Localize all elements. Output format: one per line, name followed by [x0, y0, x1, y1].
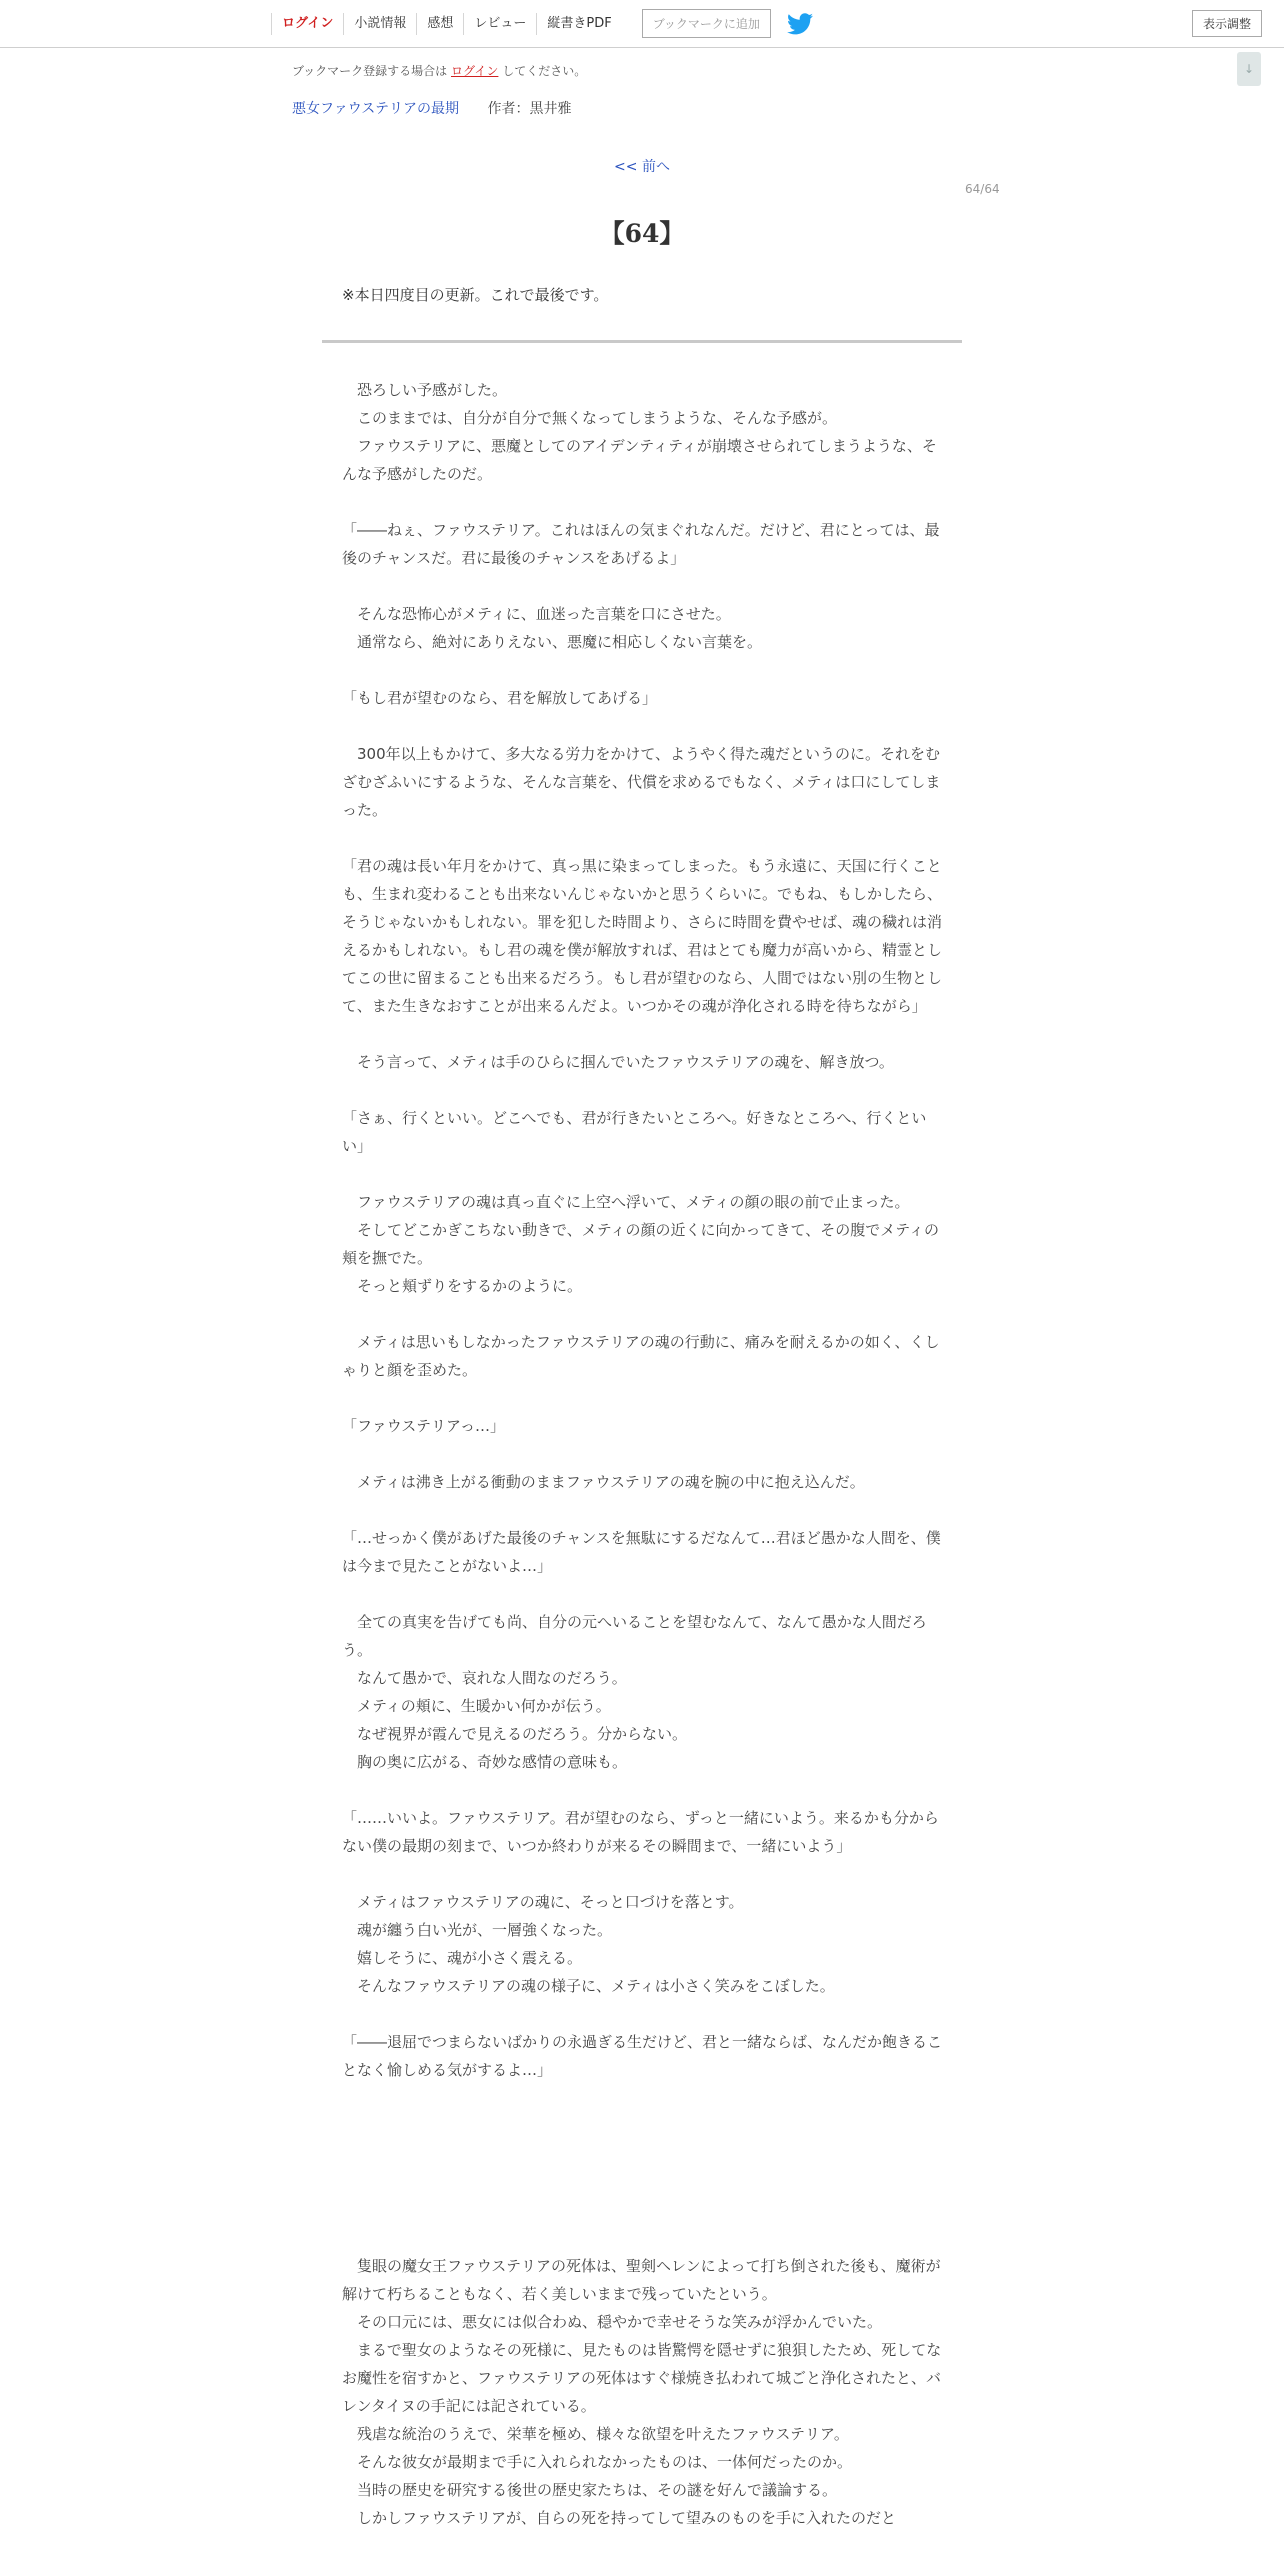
body-paragraph: そしてどこかぎこちない動きで、メティの顔の近くに向かってきて、その腹でメティの頬を撫でた。 [342, 1221, 940, 1267]
add-bookmark-button[interactable]: ブックマークに追加 [642, 9, 771, 38]
body-paragraph [342, 1860, 942, 1888]
body-paragraph: 嬉しそうに、魂が小さく震える。 [342, 1949, 583, 1967]
body-paragraph: 「――退屈でつまらないばかりの永過ぎる生だけど、君と一緒ならば、なんだか飽きることなく愉しめる気がするよ…」 [342, 2033, 943, 2079]
body-paragraph [342, 1776, 942, 1804]
body-paragraph: メティの頬に、生暖かい何かが伝う。 [342, 1697, 611, 1715]
body-paragraph: 「もし君が望むのなら、君を解放してあげる」 [342, 689, 658, 707]
body-paragraph: メティはファウステリアの魂に、そっと口づけを落とす。 [342, 1893, 744, 1911]
notice-text-before: ブックマーク登録する場合は [292, 64, 448, 78]
notice-login-link[interactable]: ログイン [451, 64, 499, 78]
body-paragraph [342, 1580, 942, 1608]
body-paragraph [342, 1160, 942, 1188]
page-count: 64/64 [965, 182, 1000, 196]
body-paragraph [342, 2000, 942, 2028]
nav-review[interactable]: レビュー [463, 13, 536, 35]
body-paragraph: 隻眼の魔女王ファウステリアの死体は、聖剣ヘレンによって打ち倒された後も、魔術が解けて朽ちることもなく、若く美しいままで残っていたという。 [342, 2257, 941, 2303]
body-paragraph: そんな恐怖心がメティに、血迷った言葉を口にさせた。 [342, 605, 731, 623]
body-paragraph [342, 2140, 942, 2168]
body-paragraph: メティは思いもしなかったファウステリアの魂の行動に、痛みを耐えるかの如く、くしゃりと顔を歪めた。 [342, 1333, 940, 1379]
body-paragraph [342, 2224, 942, 2252]
body-paragraph: 当時の歴史を研究する後世の歴史家たちは、その謎を好んで議論する。 [342, 2481, 838, 2499]
nav-novel-info[interactable]: 小説情報 [343, 13, 416, 35]
body-paragraph: 「君の魂は長い年月をかけて、真っ黒に染まってしまった。もう永遠に、天国に行くことも、生まれ変わることも出来ないんじゃないかと思うくらいに。でもね、もしかしたら、そうじゃないかもしれない。罪を犯した時間より、さらに時間を費やせば、魂の穢れは消えるかもしれない。もし君の魂を僕が解放すれば、君はとても魔力が高いから、精霊としてこの世に留まることも出来るだろう。もし君が望むのなら、人間ではない別の生物として、また生きなおすことが出来るんだよ。いつかその魂が浄化される時を待ちながら」 [342, 857, 943, 1015]
prev-link[interactable]: << 前へ [614, 159, 670, 175]
novel-title-link[interactable]: 悪女ファウステリアの最期 [292, 101, 460, 117]
body-paragraph: その口元には、悪女には似合わぬ、穏やかで幸せそうな笑みが浮かんでいた。 [342, 2313, 883, 2331]
body-paragraph [342, 2084, 942, 2112]
body-paragraph [342, 572, 942, 600]
body-paragraph: そっと頬ずりをするかのように。 [342, 1277, 583, 1295]
body-paragraph: 300年以上もかけて、多大なる労力をかけて、ようやく得た魂だというのに。それをむざむざふいにするような、そんな言葉を、代償を求めるでもなく、メティは口にしてしまった。 [342, 745, 941, 819]
chapter-title: 【64】 [599, 219, 685, 248]
body-paragraph: まるで聖女のようなその死様に、見たものは皆驚愕を隠せずに狼狽したため、死してなお魔性を宿すかと、ファウステリアの死体はすぐ様焼き払われて城ごと浄化されたと、バレンタイヌの手記には記されている。 [342, 2341, 942, 2415]
body-paragraph: そう言って、メティは手のひらに掴んでいたファウステリアの魂を、解き放つ。 [342, 1053, 894, 1071]
chapter-body [342, 376, 942, 2532]
body-paragraph: 「…せっかく僕があげた最後のチャンスを無駄にするだなんて…君ほど愚かな人間を、僕は今まで見たことがないよ…」 [342, 1529, 941, 1575]
body-paragraph [342, 824, 942, 852]
body-paragraph: ファウステリアの魂は真っ直ぐに上空へ浮いて、メティの顔の眼の前で止まった。 [342, 1193, 910, 1211]
body-paragraph: 恐ろしい予感がした。 [342, 381, 508, 399]
novel-title-line [292, 98, 571, 118]
body-paragraph: そんな彼女が最期まで手に入れられなかったものは、一体何だったのか。 [342, 2453, 853, 2471]
body-paragraph [342, 656, 942, 684]
twitter-icon[interactable] [787, 13, 813, 35]
body-paragraph [342, 1496, 942, 1524]
body-paragraph: そんなファウステリアの魂の様子に、メティは小さく笑みをこぼした。 [342, 1977, 835, 1995]
body-paragraph [342, 1076, 942, 1104]
bookmark-notice [292, 62, 586, 79]
body-paragraph: このままでは、自分が自分で無くなってしまうような、そんな予感が。 [342, 409, 838, 427]
nav-vertical-pdf[interactable]: 縦書きPDF [536, 13, 621, 35]
nav-login[interactable]: ログイン [271, 13, 343, 35]
body-paragraph [342, 1440, 942, 1468]
body-paragraph: 魂が纏う白い光が、一層強くなった。 [342, 1921, 613, 1939]
display-settings-button[interactable]: 表示調整 [1192, 10, 1262, 37]
body-paragraph [342, 2168, 942, 2196]
scroll-down-button[interactable]: ↓ [1237, 52, 1261, 86]
body-paragraph: 「……いいよ。ファウステリア。君が望むのなら、ずっと一緒にいよう。来るかも分からない僕の最期の刻まで、いつか終わりが来るその瞬間まで、一緒にいよう」 [342, 1809, 939, 1855]
body-paragraph: なぜ視界が霞んで見えるのだろう。分からない。 [342, 1725, 688, 1743]
body-paragraph: 「さぁ、行くといい。どこへでも、君が行きたいところへ。好きなところへ、行くといい」 [342, 1109, 927, 1155]
body-paragraph [342, 488, 942, 516]
prev-nav [0, 156, 1284, 176]
body-paragraph: 胸の奥に広がる、奇妙な感情の意味も。 [342, 1753, 628, 1771]
main-nav [271, 0, 813, 47]
divider [322, 340, 962, 343]
notice-text-after: してください。 [502, 64, 587, 78]
body-paragraph: 「ファウステリアっ…」 [342, 1417, 506, 1435]
body-paragraph [342, 712, 942, 740]
body-paragraph [342, 1020, 942, 1048]
preface-text: ※本日四度目の更新。これで最後です。 [342, 286, 609, 304]
body-paragraph: しかしファウステリアが、自らの死を持ってして望みのものを手に入れたのだと [342, 2509, 896, 2527]
body-paragraph: 全ての真実を告げても尚、自分の元へいることを望むなんて、なんて愚かな人間だろう。 [342, 1613, 927, 1659]
body-paragraph: 「――ねぇ、ファウステリア。これはほんの気まぐれなんだ。だけど、君にとっては、最後のチャンスだ。君に最後のチャンスをあげるよ」 [342, 521, 940, 567]
top-bar [0, 0, 1284, 48]
body-paragraph [342, 2112, 942, 2140]
body-paragraph: なんて愚かで、哀れな人間なのだろう。 [342, 1669, 627, 1687]
body-paragraph [342, 2196, 942, 2224]
body-paragraph: メティは沸き上がる衝動のままファウステリアの魂を腕の中に抱え込んだ。 [342, 1473, 865, 1491]
body-paragraph: 通常なら、絶対にありえない、悪魔に相応しくない言葉を。 [342, 633, 763, 651]
body-paragraph [342, 1384, 942, 1412]
nav-impressions[interactable]: 感想 [416, 13, 463, 35]
body-paragraph: ファウステリアに、悪魔としてのアイデンティティが崩壊させられてしまうような、そんな予感がしたのだ。 [342, 437, 937, 483]
body-paragraph: 残虐な統治のうえで、栄華を極め、様々な欲望を叶えたファウステリア。 [342, 2425, 849, 2443]
author-name: 作者：黒井雅 [487, 101, 572, 117]
body-paragraph [342, 1300, 942, 1328]
